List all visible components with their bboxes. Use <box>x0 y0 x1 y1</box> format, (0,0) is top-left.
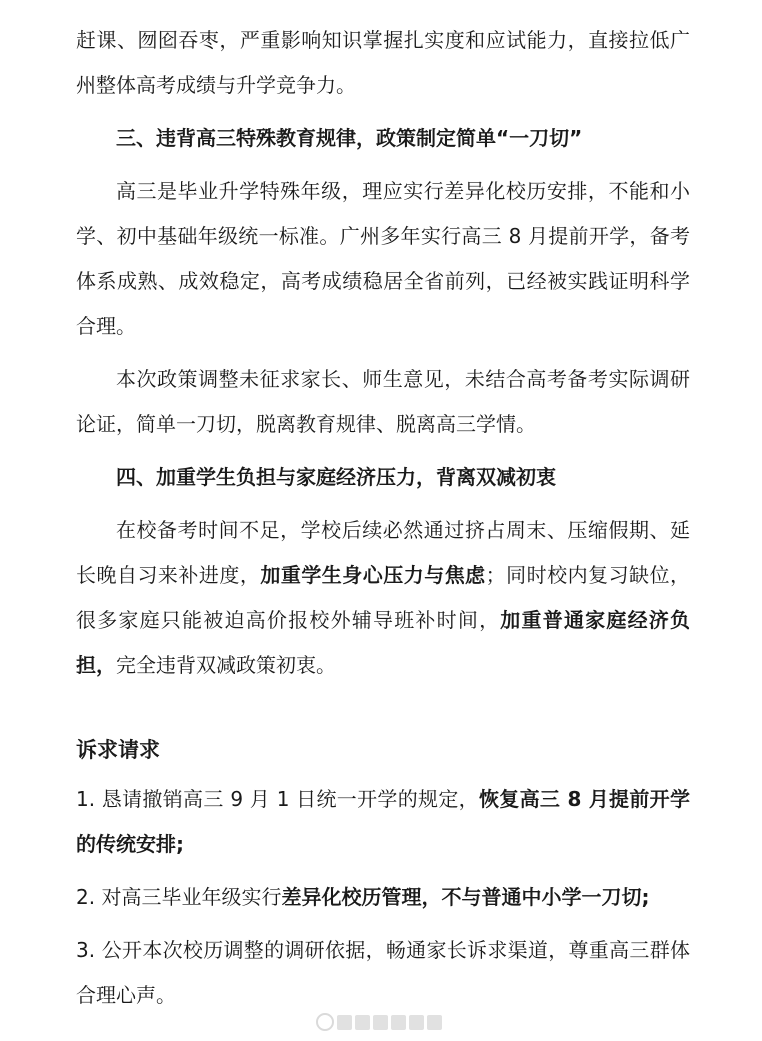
watermark-glyph <box>373 1015 388 1030</box>
section-3-heading: 三、违背高三特殊教育规律，政策制定简单“一刀切” <box>116 126 583 150</box>
watermark-glyph <box>337 1015 352 1030</box>
section-3-paragraph-1: 高三是毕业升学特殊年级，理应实行差异化校历安排，不能和小学、初中基础年级统一标准。广州多年实行高三 8 月提前开学，备考体系成熟、成效稳定，高考成绩稳居全省前列，已经被实践证明科学合理。 <box>76 179 690 338</box>
continuation-paragraph: 赶课、囫囵吞枣，严重影响知识掌握扎实度和应试能力，直接拉低广州整体高考成绩与升学竞争力。 <box>76 28 690 97</box>
watermark-glyph <box>355 1015 370 1030</box>
section-4-text-2: ；同时校内复习缺位，很多家庭只能被迫高价报校外辅导班补时间， <box>76 563 691 632</box>
demand-item-2 <box>76 875 690 920</box>
demand-item-3: 3. 公开本次校历调整的调研依据，畅通家长诉求渠道，尊重高三群体合理心声。 <box>76 938 690 1007</box>
demand-item-1-bold: 恢复高三 8 月提前开学的传统安排; <box>76 787 690 856</box>
section-4-bold-1: 加重学生身心压力与焦虑 <box>260 563 486 587</box>
demand-item-1-text: 1. 恳请撤销高三 9 月 1 日统一开学的规定， <box>76 787 479 811</box>
section-4-text-1: 在校备考时间不足，学校后续必然通过挤占周末、压缩假期、延长晚自习来补进度， <box>76 518 690 587</box>
watermark-glyph <box>409 1015 424 1030</box>
section-4-paragraph <box>76 508 690 688</box>
demands-title: 诉求请求 <box>76 738 160 762</box>
watermark-logo-icon <box>316 1013 334 1031</box>
demand-item-2-text: 2. 对高三毕业年级实行 <box>76 885 282 909</box>
section-4-bold-2: 加重普通家庭经济负担， <box>76 608 691 677</box>
demand-item-1 <box>76 777 690 867</box>
watermark <box>316 1011 448 1033</box>
watermark-glyph <box>427 1015 442 1030</box>
section-3-paragraph-2: 本次政策调整未征求家长、师生意见，未结合高考备考实际调研论证，简单一刀切，脱离教育规律、脱离高三学情。 <box>76 367 690 436</box>
demand-item-2-bold: 差异化校历管理，不与普通中小学一刀切; <box>281 885 650 909</box>
watermark-glyph <box>391 1015 406 1030</box>
document-body <box>76 18 690 1026</box>
section-4-text-3: 完全违背双减政策初衷。 <box>116 653 336 677</box>
section-4-heading: 四、加重学生负担与家庭经济压力，背离双减初衷 <box>116 465 556 489</box>
